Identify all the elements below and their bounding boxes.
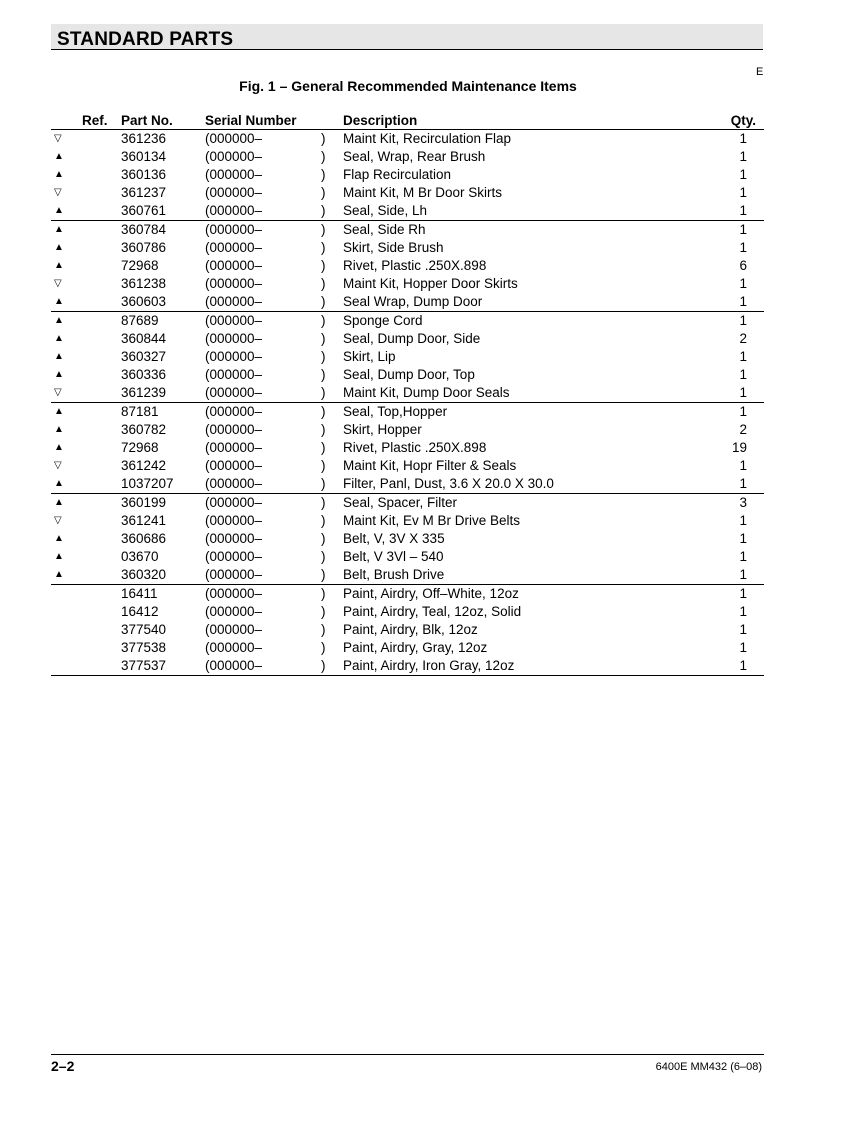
serial-close: ) [321, 367, 326, 382]
serial-number: (000000– [205, 513, 263, 528]
ref-marker: ▲ [54, 369, 64, 380]
serial-close: ) [321, 294, 326, 309]
ref-marker: ▲ [54, 533, 64, 544]
table-row [51, 221, 764, 239]
serial-close: ) [321, 149, 326, 164]
table-header [51, 112, 764, 130]
description: Belt, V 3Vl – 540 [343, 549, 444, 564]
quantity: 1 [739, 640, 747, 655]
quantity: 1 [739, 567, 747, 582]
table-row [51, 621, 764, 639]
part-number: 72968 [121, 440, 159, 455]
serial-close: ) [321, 404, 326, 419]
part-number: 87689 [121, 313, 159, 328]
part-number: 360686 [121, 531, 167, 546]
part-number: 377540 [121, 622, 167, 637]
serial-close: ) [321, 240, 326, 255]
part-number: 16411 [121, 586, 158, 601]
quantity: 1 [739, 404, 747, 419]
serial-number: (000000– [205, 349, 263, 364]
part-number: 360327 [121, 349, 167, 364]
serial-close: ) [321, 622, 326, 637]
serial-close: ) [321, 349, 326, 364]
quantity: 1 [739, 276, 747, 291]
description: Seal, Top,Hopper [343, 404, 448, 419]
quantity: 19 [731, 440, 747, 455]
part-number: 361238 [121, 276, 167, 291]
serial-close: ) [321, 203, 326, 218]
serial-close: ) [321, 495, 326, 510]
description: Maint Kit, Hopr Filter & Seals [343, 458, 517, 473]
serial-close: ) [321, 185, 326, 200]
header-description: Description [343, 113, 418, 128]
description: Filter, Panl, Dust, 3.6 X 20.0 X 30.0 [343, 476, 554, 491]
serial-number: (000000– [205, 586, 263, 601]
serial-number: (000000– [205, 185, 263, 200]
ref-marker: ▲ [54, 296, 64, 307]
quantity: 1 [739, 531, 747, 546]
page-number: 2–2 [51, 1058, 75, 1074]
ref-marker: ▽ [54, 187, 62, 198]
quantity: 1 [739, 385, 747, 400]
serial-number: (000000– [205, 476, 263, 491]
description: Seal Wrap, Dump Door [343, 294, 483, 309]
serial-number: (000000– [205, 167, 263, 182]
part-number: 360136 [121, 167, 167, 182]
document-id: 6400E MM432 (6–08) [655, 1061, 762, 1073]
table-row [51, 166, 764, 184]
part-number: 87181 [121, 404, 159, 419]
serial-number: (000000– [205, 658, 263, 673]
serial-close: ) [321, 531, 326, 546]
serial-number: (000000– [205, 240, 263, 255]
row-group [51, 221, 764, 312]
parts-table [51, 112, 764, 676]
serial-number: (000000– [205, 404, 263, 419]
serial-number: (000000– [205, 640, 263, 655]
quantity: 1 [739, 658, 747, 673]
serial-close: ) [321, 331, 326, 346]
serial-close: ) [321, 513, 326, 528]
quantity: 1 [739, 513, 747, 528]
table-row [51, 293, 764, 311]
part-number: 360784 [121, 222, 167, 237]
quantity: 1 [739, 185, 747, 200]
description: Paint, Airdry, Blk, 12oz [343, 622, 478, 637]
table-row [51, 657, 764, 675]
serial-close: ) [321, 549, 326, 564]
serial-number: (000000– [205, 149, 263, 164]
quantity: 3 [739, 495, 747, 510]
quantity: 1 [739, 203, 747, 218]
ref-marker: ▲ [54, 497, 64, 508]
table-row [51, 603, 764, 621]
description: Seal, Side, Lh [343, 203, 428, 218]
description: Paint, Airdry, Iron Gray, 12oz [343, 658, 515, 673]
header-serial-number: Serial Number [205, 113, 297, 128]
part-number: 377537 [121, 658, 167, 673]
serial-number: (000000– [205, 422, 263, 437]
quantity: 1 [739, 549, 747, 564]
quantity: 1 [739, 294, 747, 309]
serial-number: (000000– [205, 622, 263, 637]
description: Belt, Brush Drive [343, 567, 445, 582]
table-row [51, 421, 764, 439]
description: Sponge Cord [343, 313, 423, 328]
ref-marker: ▲ [54, 551, 64, 562]
serial-number: (000000– [205, 495, 263, 510]
table-row [51, 639, 764, 657]
row-group [51, 130, 764, 221]
ref-marker: ▲ [54, 333, 64, 344]
serial-number: (000000– [205, 549, 263, 564]
serial-close: ) [321, 567, 326, 582]
serial-close: ) [321, 604, 326, 619]
table-row [51, 239, 764, 257]
description: Seal, Side Rh [343, 222, 426, 237]
serial-close: ) [321, 276, 326, 291]
table-row [51, 439, 764, 457]
part-number: 360761 [121, 203, 167, 218]
ref-marker: ▲ [54, 242, 64, 253]
quantity: 1 [739, 458, 747, 473]
corner-mark: E [756, 66, 764, 78]
description: Rivet, Plastic .250X.898 [343, 258, 487, 273]
description: Maint Kit, Ev M Br Drive Belts [343, 513, 521, 528]
part-number: 360786 [121, 240, 167, 255]
serial-number: (000000– [205, 276, 263, 291]
ref-marker: ▲ [54, 569, 64, 580]
part-number: 360199 [121, 495, 167, 510]
row-group [51, 585, 764, 676]
quantity: 1 [739, 476, 747, 491]
serial-number: (000000– [205, 440, 263, 455]
description: Flap Recirculation [343, 167, 452, 182]
ref-marker: ▲ [54, 424, 64, 435]
serial-number: (000000– [205, 367, 263, 382]
ref-marker: ▽ [54, 133, 62, 144]
table-row [51, 585, 764, 603]
section-header [51, 24, 763, 50]
part-number: 360134 [121, 149, 167, 164]
ref-marker: ▲ [54, 478, 64, 489]
part-number: 361241 [121, 513, 167, 528]
ref-marker: ▲ [54, 315, 64, 326]
part-number: 360782 [121, 422, 167, 437]
ref-marker: ▽ [54, 460, 62, 471]
part-number: 360336 [121, 367, 167, 382]
serial-close: ) [321, 167, 326, 182]
table-row [51, 257, 764, 275]
table-row [51, 566, 764, 584]
quantity: 1 [739, 240, 747, 255]
footer-divider [51, 1054, 764, 1055]
description: Maint Kit, Dump Door Seals [343, 385, 510, 400]
serial-close: ) [321, 131, 326, 146]
row-group [51, 403, 764, 494]
part-number: 361242 [121, 458, 167, 473]
table-row [51, 530, 764, 548]
figure-title: Fig. 1 – General Recommended Maintenance Items [239, 78, 577, 94]
table-row [51, 403, 764, 421]
table-row [51, 312, 764, 330]
table-row [51, 202, 764, 220]
serial-number: (000000– [205, 458, 263, 473]
serial-close: ) [321, 586, 326, 601]
serial-number: (000000– [205, 203, 263, 218]
description: Maint Kit, Hopper Door Skirts [343, 276, 518, 291]
serial-number: (000000– [205, 313, 263, 328]
table-row [51, 494, 764, 512]
description: Skirt, Lip [343, 349, 396, 364]
serial-number: (000000– [205, 567, 263, 582]
part-number: 360603 [121, 294, 167, 309]
ref-marker: ▲ [54, 406, 64, 417]
quantity: 6 [739, 258, 747, 273]
quantity: 1 [739, 367, 747, 382]
description: Paint, Airdry, Gray, 12oz [343, 640, 488, 655]
quantity: 1 [739, 149, 747, 164]
quantity: 2 [739, 331, 747, 346]
part-number: 03670 [121, 549, 159, 564]
serial-number: (000000– [205, 331, 263, 346]
quantity: 1 [739, 222, 747, 237]
description: Seal, Spacer, Filter [343, 495, 458, 510]
table-row [51, 330, 764, 348]
ref-marker: ▲ [54, 260, 64, 271]
serial-close: ) [321, 422, 326, 437]
part-number: 360844 [121, 331, 167, 346]
description: Belt, V, 3V X 335 [343, 531, 445, 546]
description: Seal, Wrap, Rear Brush [343, 149, 486, 164]
description: Skirt, Side Brush [343, 240, 444, 255]
table-row [51, 384, 764, 402]
description: Skirt, Hopper [343, 422, 422, 437]
description: Seal, Dump Door, Side [343, 331, 481, 346]
table-row [51, 275, 764, 293]
section-title: STANDARD PARTS [57, 29, 234, 50]
ref-marker: ▽ [54, 278, 62, 289]
table-row [51, 548, 764, 566]
quantity: 1 [739, 622, 747, 637]
serial-close: ) [321, 440, 326, 455]
description: Rivet, Plastic .250X.898 [343, 440, 487, 455]
ref-marker: ▲ [54, 351, 64, 362]
ref-marker: ▲ [54, 442, 64, 453]
part-number: 360320 [121, 567, 167, 582]
part-number: 72968 [121, 258, 159, 273]
table-row [51, 130, 764, 148]
ref-marker: ▲ [54, 224, 64, 235]
table-row [51, 348, 764, 366]
description: Paint, Airdry, Off–White, 12oz [343, 586, 519, 601]
serial-number: (000000– [205, 258, 263, 273]
quantity: 2 [739, 422, 747, 437]
part-number: 16412 [121, 604, 159, 619]
part-number: 361236 [121, 131, 167, 146]
header-part-no: Part No. [121, 113, 173, 128]
table-body [51, 130, 764, 676]
serial-close: ) [321, 640, 326, 655]
part-number: 1037207 [121, 476, 174, 491]
serial-close: ) [321, 258, 326, 273]
ref-marker: ▽ [54, 515, 62, 526]
serial-number: (000000– [205, 294, 263, 309]
row-group [51, 312, 764, 403]
serial-number: (000000– [205, 385, 263, 400]
serial-close: ) [321, 222, 326, 237]
serial-close: ) [321, 458, 326, 473]
table-row [51, 512, 764, 530]
serial-number: (000000– [205, 222, 263, 237]
ref-marker: ▽ [54, 387, 62, 398]
ref-marker: ▲ [54, 151, 64, 162]
quantity: 1 [739, 167, 747, 182]
serial-close: ) [321, 476, 326, 491]
table-row [51, 457, 764, 475]
serial-number: (000000– [205, 531, 263, 546]
table-row [51, 475, 764, 493]
description: Maint Kit, M Br Door Skirts [343, 185, 503, 200]
table-row [51, 366, 764, 384]
quantity: 1 [739, 586, 747, 601]
description: Paint, Airdry, Teal, 12oz, Solid [343, 604, 522, 619]
part-number: 377538 [121, 640, 167, 655]
serial-close: ) [321, 658, 326, 673]
serial-close: ) [321, 313, 326, 328]
quantity: 1 [739, 131, 747, 146]
ref-marker: ▲ [54, 205, 64, 216]
quantity: 1 [739, 349, 747, 364]
part-number: 361237 [121, 185, 167, 200]
table-row [51, 148, 764, 166]
part-number: 361239 [121, 385, 167, 400]
quantity: 1 [739, 313, 747, 328]
header-ref: Ref. [82, 113, 108, 128]
row-group [51, 494, 764, 585]
description: Seal, Dump Door, Top [343, 367, 475, 382]
serial-number: (000000– [205, 131, 263, 146]
serial-close: ) [321, 385, 326, 400]
serial-number: (000000– [205, 604, 263, 619]
ref-marker: ▲ [54, 169, 64, 180]
description: Maint Kit, Recirculation Flap [343, 131, 512, 146]
table-row [51, 184, 764, 202]
quantity: 1 [739, 604, 747, 619]
header-qty: Qty. [730, 113, 756, 128]
